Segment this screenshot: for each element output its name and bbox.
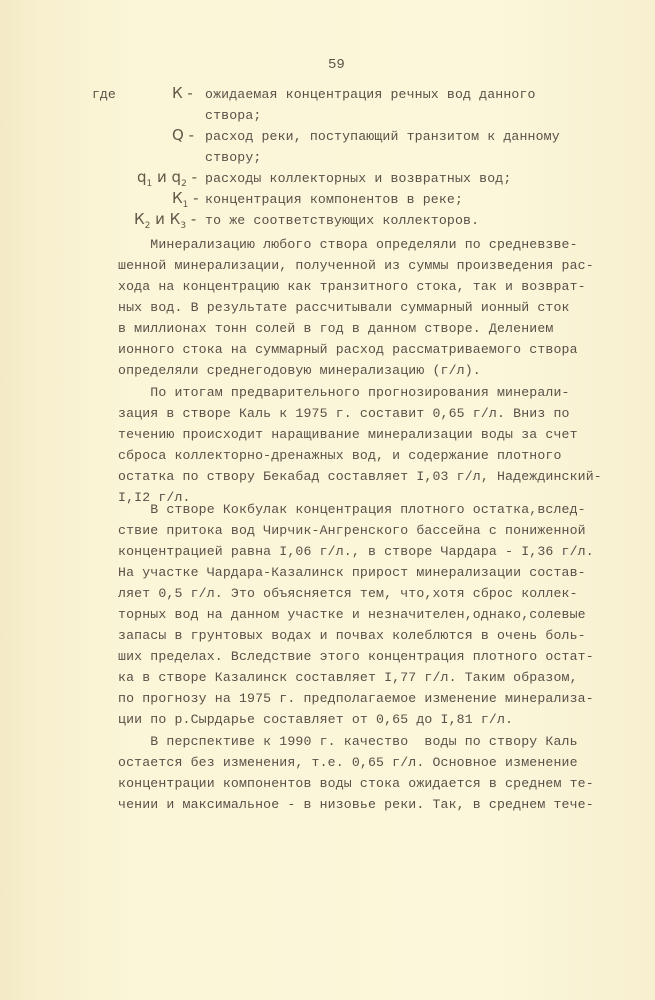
text-line: I,I2 г/л. [118,490,191,505]
text-line: На участке Чардара-Казалинск прирост минерализации состав- [118,565,586,580]
text-line: ции по р.Сырдарье составляет от 0,65 до I,81 г/л. [118,712,514,727]
text-line: ших пределах. Вследствие этого концентрация плотного остат- [118,649,594,664]
text-line: в миллионах тонн солей в год в данном створе. Делением [118,321,554,336]
text-line: ляет 0,5 г/л. Это объясняется тем, что,хотя сброс коллек- [118,586,578,601]
symbol-k1: $К_1$ - [172,189,199,210]
definition-text: расход реки, поступающий транзитом к данному [205,129,560,144]
symbol-q: Q - [172,126,194,144]
definition-text: створу; [205,150,262,165]
definition-text: ожидаемая концентрация речных вод данного [205,87,536,102]
text-line: ка в створе Казалинск составляет I,77 г/л. Таким образом, [118,670,578,685]
symbol-k: К - [172,84,193,102]
text-line: остается без изменения, т.е. 0,65 г/л. Основное изменение [118,755,578,770]
text-line: запасы в грунтовых водах и почвах колеблются в очень боль- [118,628,586,643]
text-line: определяли среднегодовую минерализацию (г/л). [118,363,481,378]
text-line: течению происходит наращивание минерализации воды за счет [118,427,578,442]
text-line: хода на концентрацию как транзитного стока, так и возврат- [118,279,586,294]
text-line: ионного стока на суммарный расход рассматриваемого створа [118,342,578,357]
definition-text: створа; [205,108,262,123]
text-line: концентрацией равна I,06 г/л., в створе Чардара - I,36 г/л. [118,544,594,559]
text-line: По итогам предварительного прогнозирования минерали- [118,385,570,400]
page-number: 59 [328,57,345,73]
text-line: по прогнозу на 1975 г. предполагаемое изменение минерализа- [118,691,594,706]
symbol-q1-q2: $q_1$ и $q_2$ - [137,168,197,189]
definitions-intro: где [92,87,116,102]
text-line: В перспективе к 1990 г. качество воды по створу Каль [118,734,578,749]
text-line: ствие притока вод Чирчик-Ангренского бассейна с пониженной [118,523,586,538]
text-line: зация в створе Каль к 1975 г. составит 0,65 г/л. Вниз по [118,406,570,421]
symbol-k2-k3: $К_2$ и $К_3$ - [134,210,197,231]
text-line: торных вод на данном участке и незначителен,однако,солевые [118,607,586,622]
text-line: шенной минерализации, полученной из суммы произведения рас- [118,258,594,273]
text-line: В створе Кокбулак концентрация плотного остатка,вслед- [118,502,586,517]
text-line: сброса коллекторно-дренажных вод, и содержание плотного [118,448,562,463]
text-line: ных вод. В результате рассчитывали суммарный ионный сток [118,300,570,315]
text-line: чении и максимальное - в низовье реки. Так, в среднем тече- [118,797,594,812]
definition-text: концентрация компонентов в реке; [205,192,464,207]
definition-text: то же соответствующих коллекторов. [205,213,480,228]
text-line: концентрации компонентов воды стока ожидается в среднем те- [118,776,594,791]
text-line: Минерализацию любого створа определяли по средневзве- [118,237,578,252]
text-line: остатка по створу Бекабад составляет I,03 г/л, Надеждинский- [118,469,602,484]
definition-text: расходы коллекторных и возвратных вод; [205,171,512,186]
